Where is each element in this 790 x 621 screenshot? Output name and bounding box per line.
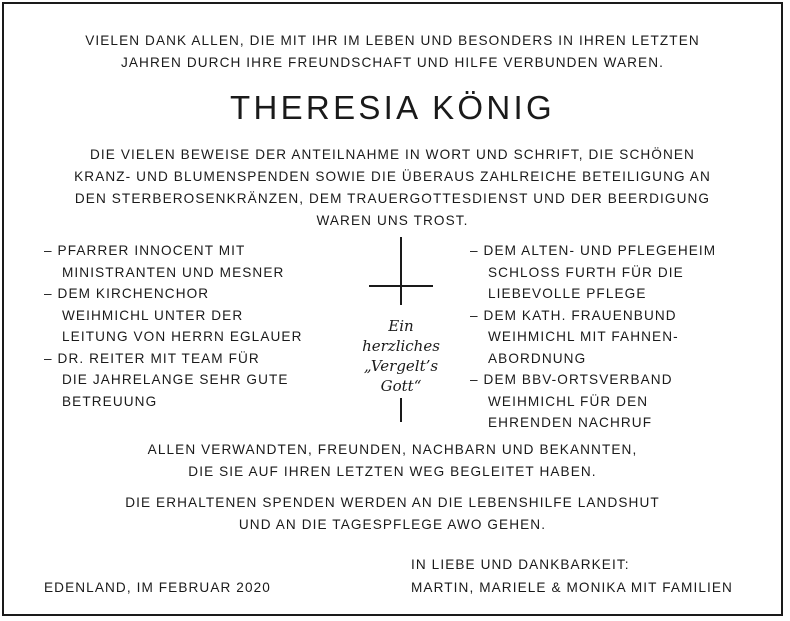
list-item: – DEM BBV-ORTSVERBAND [470, 372, 673, 387]
list-item: WEIHMICHL FÜR DEN [488, 393, 649, 409]
closing-phrase: IN LIEBE UND DANKBARKEIT: [411, 557, 630, 572]
list-item: LIEBEVOLLE PFLEGE [488, 286, 647, 301]
donations-line: DIE ERHALTENEN SPENDEN WERDEN AN DIE LEBENSHILFE LANDSHUT [125, 495, 660, 510]
condolence-line: DEN STERBEROSENKRÄNZEN, DEM TRAUERGOTTESDIENST UND DER BEERDIGUNG [74, 191, 711, 206]
list-item: EHRENDEN NACHRUF [488, 415, 653, 430]
condolence-line: DIE VIELEN BEWEISE DER ANTEILNAHME IN WORT UND SCHRIFT, DIE SCHÖNEN [90, 147, 695, 162]
list-item: – DEM ALTEN- UND PFLEGEHEIM [470, 243, 717, 258]
cross-bar [369, 285, 433, 287]
list-item: DIE JAHRELANGE SEHR GUTE [62, 372, 289, 387]
script-line: Ein [388, 317, 414, 335]
condolence-line: KRANZ- UND BLUMENSPENDEN SOWIE DIE ÜBERAUS ZAHLREICHE BETEILIGUNG AN [74, 169, 711, 184]
list-item: WEIHMICHL MIT FAHNEN- [488, 329, 679, 344]
list-item: MINISTRANTEN UND MESNER [62, 264, 285, 280]
cross-icon [400, 237, 402, 305]
condolence-text [4, 144, 781, 232]
relatives-text [4, 439, 781, 483]
list-item: BETREUUNG [62, 393, 158, 409]
list-item: – DEM KATH. FRAUENBUND [470, 307, 677, 323]
thanks-right-column [470, 240, 716, 434]
deceased-name: THERESIA KÖNIG [230, 89, 555, 126]
list-item: ABORDNUNG [488, 350, 587, 366]
script-line: „Vergelt’s [363, 357, 439, 375]
relatives-line: ALLEN VERWANDTEN, FREUNDEN, NACHBARN UND BEKANNTEN, [147, 442, 638, 457]
cross-stem-lower [400, 398, 402, 422]
list-item: SCHLOSS FURTH FÜR DIE [488, 264, 684, 280]
vergelts-gott-text [329, 316, 473, 396]
signature: MARTIN, MARIELE & MONIKA MIT FAMILIEN [411, 580, 733, 595]
donations-text [4, 492, 781, 536]
intro-text [4, 30, 781, 74]
script-line: Gott“ [380, 377, 422, 395]
relatives-line: DIE SIE AUF IHREN LETZTEN WEG BEGLEITET HABEN. [188, 464, 597, 479]
intro-line: JAHREN DURCH IHRE FREUNDSCHAFT UND HILFE VERBUNDEN WAREN. [120, 55, 665, 70]
list-item: – DR. REITER MIT TEAM FÜR [44, 350, 260, 366]
list-item: – PFARRER INNOCENT MIT [44, 243, 246, 258]
list-item: LEITUNG VON HERRN EGLAUER [62, 329, 303, 344]
intro-line: VIELEN DANK ALLEN, DIE MIT IHR IM LEBEN UND BESONDERS IN IHREN LETZTEN [85, 33, 700, 48]
script-line: herzliches [362, 337, 440, 355]
list-item: WEIHMICHL UNTER DER [62, 307, 244, 323]
list-item: – DEM KIRCHENCHOR [44, 286, 210, 301]
thanks-left-column [44, 240, 303, 412]
condolence-line: WAREN UNS TROST. [316, 213, 469, 228]
donations-line: UND AN DIE TAGESPFLEGE AWO GEHEN. [238, 517, 547, 532]
place-date: EDENLAND, IM FEBRUAR 2020 [44, 580, 271, 595]
obituary-card [2, 2, 783, 616]
